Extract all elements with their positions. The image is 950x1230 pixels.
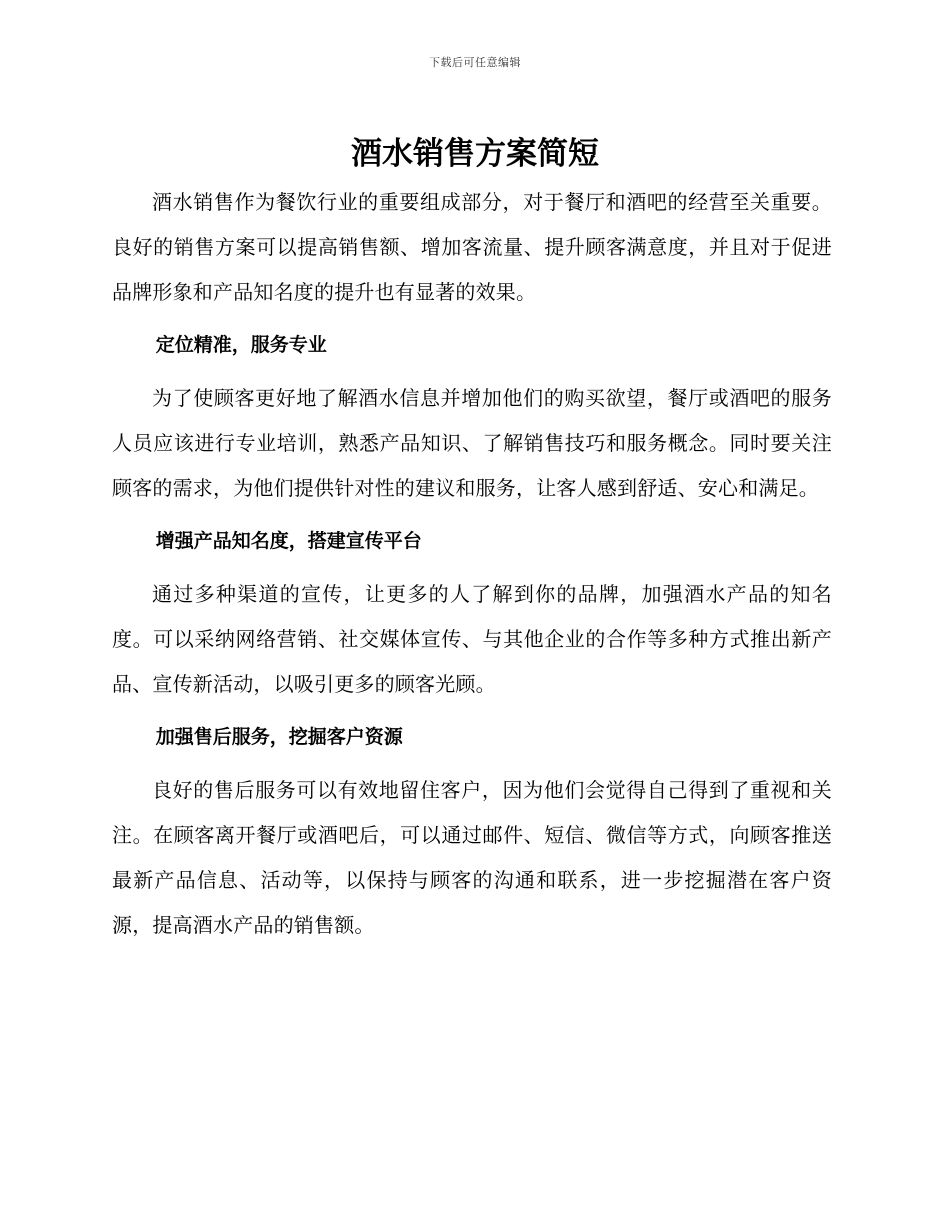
- header-note: 下载后可任意编辑: [429, 56, 521, 69]
- page-title: 酒水销售方案简短: [351, 136, 599, 172]
- section-body-positioning: 为了使顾客更好地了解酒水信息并增加他们的购买欲望，餐厅或酒吧的服务人员应该进行专业培训，熟悉产品知识、了解销售技巧和服务概念。同时要关注顾客的需求，为他们提供针对性的建议和服务，让客人感到舒适、安心和满足。: [112, 386, 832, 500]
- document-body: [112, 180, 832, 948]
- section-body-after-sales: 良好的售后服务可以有效地留住客户，因为他们会觉得自己得到了重视和关注。在顾客离开餐厅或酒吧后，可以通过邮件、短信、微信等方式，向顾客推送最新产品信息、活动等，以保持与顾客的沟通和联系，进一步挖掘潜在客户资源，提高酒水产品的销售额。: [112, 778, 832, 937]
- section-heading-after-sales: 加强售后服务，挖掘客户资源: [155, 726, 403, 748]
- section-body-awareness: 通过多种渠道的宣传，让更多的人了解到你的品牌，加强酒水产品的知名度。可以采纳网络营销、社交媒体宣传、与其他企业的合作等多种方式推出新产品、宣传新活动，以吸引更多的顾客光顾。: [112, 582, 832, 696]
- intro-paragraph: 酒水销售作为餐饮行业的重要组成部分，对于餐厅和酒吧的经营至关重要。良好的销售方案可以提高销售额、增加客流量、提升顾客满意度，并且对于促进品牌形象和产品知名度的提升也有显著的效果。: [112, 190, 832, 304]
- section-heading-positioning: 定位精准，服务专业: [155, 334, 327, 356]
- section-heading-awareness: 增强产品知名度，搭建宣传平台: [155, 530, 422, 552]
